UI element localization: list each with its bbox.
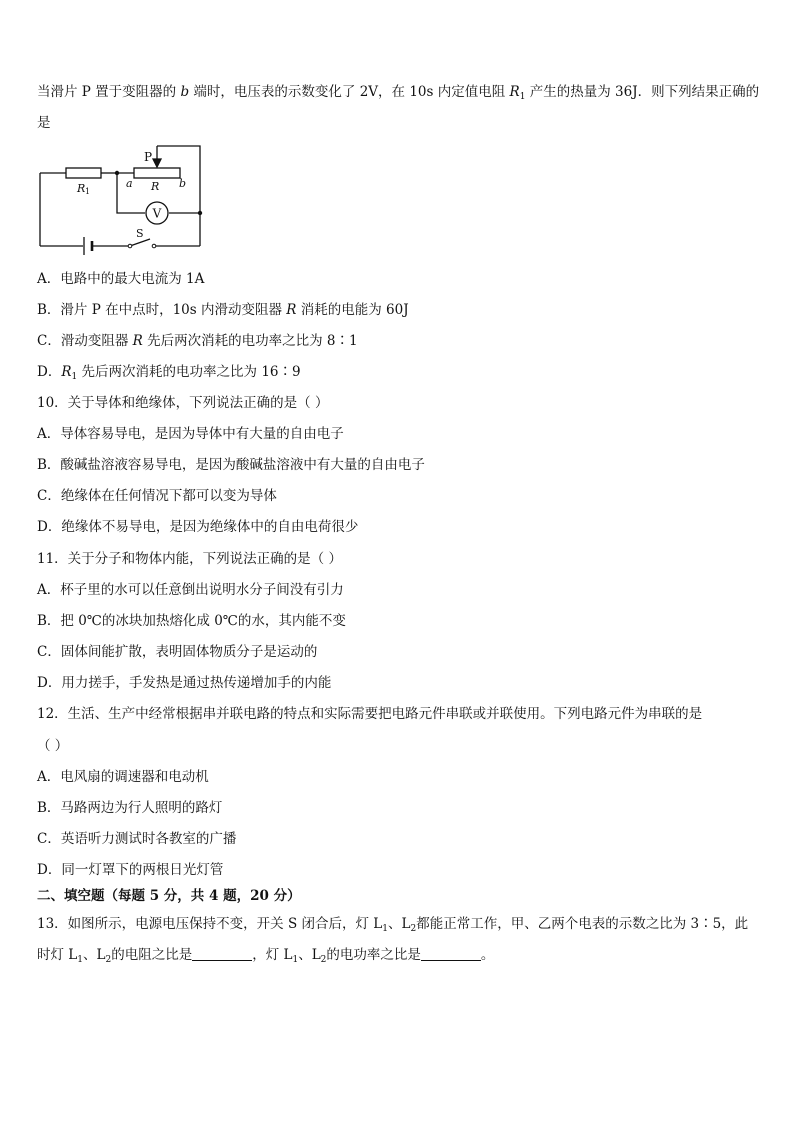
q10-option-c: C．绝缘体在任何情况下都可以变为导体 bbox=[37, 488, 277, 504]
q9-option-c-text: 先后两次消耗的电功率之比为 8∶1 bbox=[142, 333, 358, 349]
q11-option-d: D．用力搓手，手发热是通过热传递增加手的内能 bbox=[37, 675, 332, 691]
q13-sub: 2 bbox=[105, 955, 112, 965]
switch-label: S bbox=[136, 227, 144, 240]
q9-var-b: b bbox=[180, 84, 190, 100]
q9-option-a: A．电路中的最大电流为 1A bbox=[37, 271, 205, 287]
q9-option-c bbox=[37, 331, 358, 351]
q13-text: 、L bbox=[298, 947, 321, 963]
q9-stem-line2: 是 bbox=[37, 115, 51, 131]
q9-option-c-text: C．滑动变阻器 bbox=[37, 333, 133, 349]
q9-var-r1-sub: 1 bbox=[519, 92, 526, 102]
q11-option-b: B．把 0℃的冰块加热熔化成 0℃的水，其内能不变 bbox=[37, 613, 346, 629]
q12-stem: 12．生活、生产中经常根据串并联电路的特点和实际需要把电路元件串联或并联使用。下列电路元件为串联的是 bbox=[37, 706, 703, 722]
q12-option-d: D．同一灯罩下的两根日光灯管 bbox=[37, 862, 224, 878]
q9-text: 端时，电压表的示数变化了 2V，在 10s 内定值电阻 bbox=[189, 84, 510, 100]
q13-line1 bbox=[37, 914, 748, 939]
q10-option-d: D．绝缘体不易导电，是因为绝缘体中的自由电荷很少 bbox=[37, 519, 359, 535]
q13-text: 的电阻之比是 bbox=[111, 947, 193, 963]
q13-text: 。 bbox=[480, 947, 495, 963]
q9-option-d-sub: 1 bbox=[71, 372, 78, 382]
q11-stem: 11．关于分子和物体内能，下列说法正确的是（ ） bbox=[37, 551, 342, 567]
answer-blank-1[interactable] bbox=[192, 946, 252, 961]
q9-option-c-var: R bbox=[132, 333, 143, 349]
q13-text: 、L bbox=[83, 947, 106, 963]
q10-stem: 10．关于导体和绝缘体，下列说法正确的是（ ） bbox=[37, 395, 329, 411]
q9-option-b-var: R bbox=[286, 302, 297, 318]
q9-option-b-text: B．滑片 P 在中点时，10s 内滑动变阻器 bbox=[37, 302, 287, 318]
q9-option-d-text: 先后两次消耗的电功率之比为 16∶9 bbox=[77, 364, 301, 380]
q9-option-b bbox=[37, 300, 409, 320]
voltmeter-label: V bbox=[152, 206, 162, 221]
q11-option-c: C．固体间能扩散，表明固体物质分子是运动的 bbox=[37, 644, 318, 660]
q13-text: 、L bbox=[388, 916, 411, 932]
r1-label-sub: 1 bbox=[85, 187, 91, 196]
q9-option-d-var: R bbox=[61, 364, 72, 380]
q12-stem-paren: （ ） bbox=[37, 738, 69, 754]
circuit-diagram bbox=[30, 140, 220, 258]
q9-var-r1: R bbox=[509, 84, 520, 100]
switch-icon bbox=[128, 244, 132, 248]
resistor-r1 bbox=[66, 168, 101, 178]
q10-option-a: A．导体容易导电，是因为导体中有大量的自由电子 bbox=[37, 426, 344, 442]
section-heading: 二、填空题（每题 5 分，共 4 题，20 分） bbox=[37, 888, 301, 904]
rheostat-label: R bbox=[151, 180, 160, 193]
q12-option-b: B．马路两边为行人照明的路灯 bbox=[37, 800, 223, 816]
q13-sub: 2 bbox=[410, 924, 417, 934]
rheostat-r bbox=[134, 168, 180, 178]
q9-option-d bbox=[37, 362, 301, 387]
q9-text: 产生的热量为 36J．则下列结果正确的 bbox=[525, 84, 760, 100]
q13-sub: 1 bbox=[292, 955, 299, 965]
q9-stem-line1 bbox=[37, 82, 759, 107]
r1-label: R bbox=[77, 182, 86, 195]
q13-line2 bbox=[37, 945, 494, 970]
q13-sub: 2 bbox=[320, 955, 327, 965]
q9-text: 当滑片 P 置于变阻器的 bbox=[37, 84, 181, 100]
q11-option-a: A．杯子里的水可以任意倒出说明水分子间没有引力 bbox=[37, 582, 344, 598]
q13-text: ，灯 L bbox=[252, 947, 293, 963]
q13-text: 时灯 L bbox=[37, 947, 78, 963]
q13-text: 的电功率之比是 bbox=[326, 947, 421, 963]
q13-sub: 1 bbox=[382, 924, 388, 934]
q12-option-a: A．电风扇的调速器和电动机 bbox=[37, 769, 209, 785]
q12-option-c: C．英语听力测试时各教室的广播 bbox=[37, 831, 237, 847]
terminal-a-label: a bbox=[126, 177, 133, 190]
q9-option-d-text: D． bbox=[37, 364, 62, 380]
q13-text: 都能正常工作，甲、乙两个电表的示数之比为 3∶5，此 bbox=[416, 916, 749, 932]
slider-arrow-icon bbox=[153, 159, 161, 167]
q10-option-b: B．酸碱盐溶液容易导电，是因为酸碱盐溶液中有大量的自由电子 bbox=[37, 457, 425, 473]
q13-sub: 1 bbox=[77, 955, 83, 965]
answer-blank-2[interactable] bbox=[421, 946, 481, 961]
q13-text: 13．如图所示，电源电压保持不变，开关 S 闭合后，灯 L bbox=[37, 916, 383, 932]
terminal-b-label: b bbox=[179, 177, 187, 190]
slider-label-p: P bbox=[144, 150, 153, 164]
q9-option-b-text: 消耗的电能为 60J bbox=[296, 302, 409, 318]
